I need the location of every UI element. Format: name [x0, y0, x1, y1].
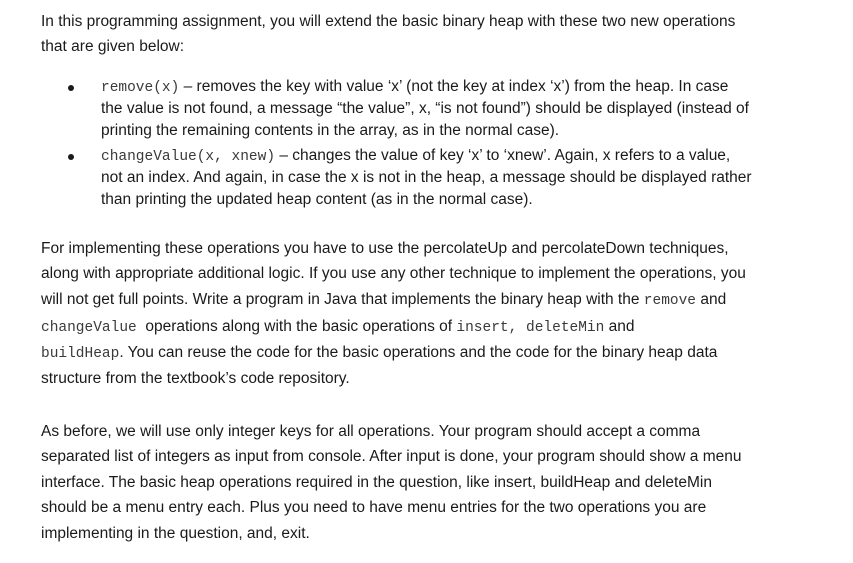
- para2-line-4-text: operations along with the basic operations of: [136, 318, 457, 335]
- bullet-marker: [68, 85, 74, 91]
- bullet-2-line-3: than printing the updated heap content (as in the normal case).: [101, 191, 533, 208]
- para3-line-3: interface. The basic heap operations required in the question, like insert, buildHeap and deleteMin: [41, 474, 712, 491]
- para2-line-1: For implementing these operations you have to use the percolateUp and percolateDown techniques,: [41, 240, 729, 257]
- para3-line-1: As before, we will use only integer keys for all operations. Your program should accept a comma: [41, 423, 701, 440]
- para2-line-3-end: and: [696, 291, 727, 308]
- bullet-1-line-2: the value is not found, a message “the value”, x, “is not found”) should be displayed (instead of: [101, 100, 749, 117]
- para2-line-4-end: and: [604, 318, 635, 335]
- intro-line-2: that are given below:: [41, 38, 185, 55]
- bullet-1-text-1: – removes the key with value ‘x’ (not the key at index ‘x’) from the heap. In case: [179, 78, 729, 95]
- para2-line-3: [41, 290, 726, 311]
- para2-line-5: [41, 343, 717, 364]
- para3-line-4: should be a menu entry each. Plus you need to have menu entries for the two operations you are: [41, 499, 707, 516]
- bullet-marker: [68, 154, 74, 160]
- bullet-2-line-1: [101, 146, 730, 167]
- bullet-1-line-3: printing the remaining contents in the array, as in the normal case).: [101, 122, 560, 139]
- code-changevalue-inline: changeValue: [41, 320, 137, 336]
- para2-line-5-text: . You can reuse the code for the basic operations and the code for the binary heap data: [119, 344, 718, 361]
- code-remove: remove(x): [101, 80, 180, 96]
- para2-line-3-text: will not get full points. Write a program in Java that implements the binary heap with the: [41, 291, 644, 308]
- para3-line-2: separated list of integers as input from console. After input is done, your program should show a menu: [41, 448, 742, 465]
- bullet-2-text-1: – changes the value of key ‘x’ to ‘xnew’. Again, x refers to a value,: [275, 147, 731, 164]
- bullet-2-line-2: not an index. And again, in case the x is not in the heap, a message should be displayed rather: [101, 169, 752, 186]
- code-changevalue: changeValue(x, xnew): [101, 149, 276, 165]
- para3-line-5: implementing in the question, and, exit.: [41, 525, 310, 542]
- code-remove-inline: remove: [643, 293, 697, 309]
- bullet-1-line-1: [101, 77, 728, 98]
- code-insert-deletemin: insert, deleteMin: [456, 320, 605, 336]
- para2-line-4: [41, 317, 635, 338]
- intro-line-1: In this programming assignment, you will extend the basic binary heap with these two new operations: [41, 13, 736, 30]
- para2-line-2: along with appropriate additional logic. If you use any other technique to implement the operations, you: [41, 265, 746, 282]
- code-buildheap: buildHeap: [41, 346, 120, 362]
- para2-line-6: structure from the textbook’s code repository.: [41, 370, 350, 387]
